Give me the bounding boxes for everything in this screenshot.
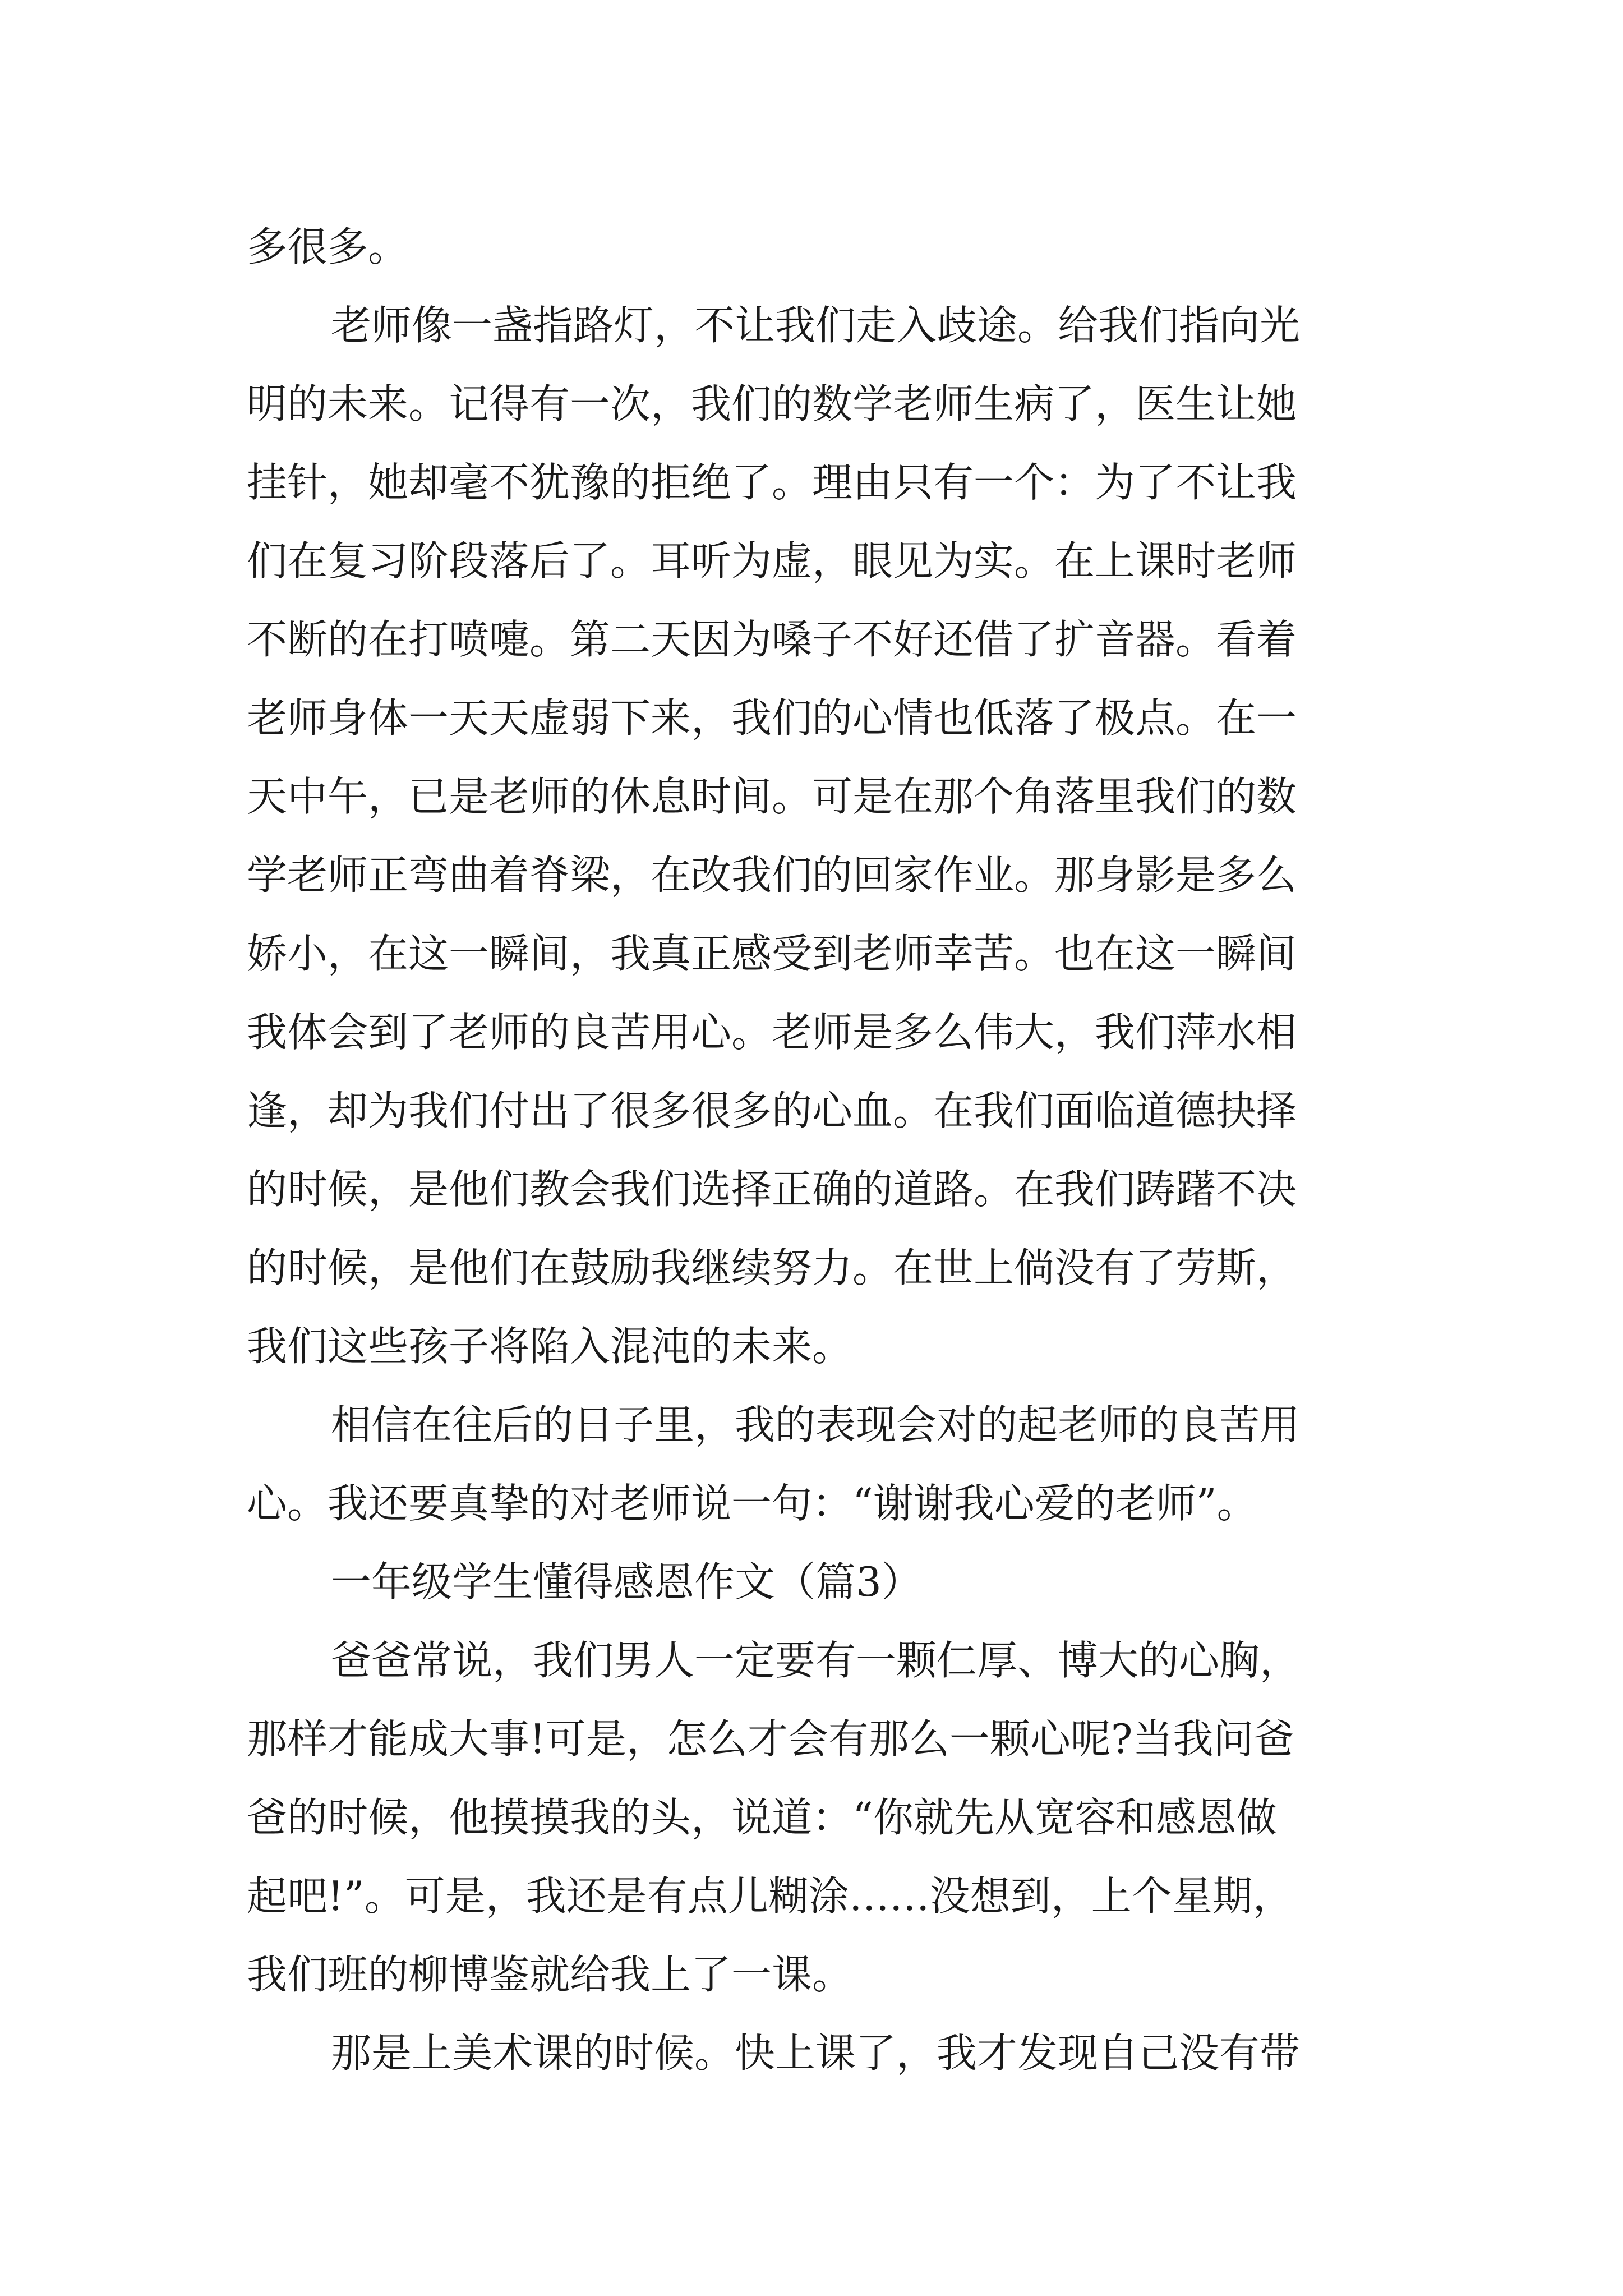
paragraph-first-line: 那是上美术课的时候。快上课了，我才发现自己没有带 [331, 2030, 1301, 2077]
text-line: 不断的在打喷嚏。第二天因为嗓子不好还借了扩音器。看着 [247, 616, 1297, 663]
paragraph-first-line: 相信在往后的日子里，我的表现会对的起老师的良苦用 [331, 1401, 1301, 1448]
paragraph-first-line: 老师像一盏指路灯，不让我们走入歧途。给我们指向光 [331, 302, 1301, 349]
section-heading: 一年级学生懂得感恩作文（篇3） [331, 1558, 922, 1605]
text-line: 逢，却为我们付出了很多很多的心血。在我们面临道德抉择 [247, 1087, 1297, 1134]
text-line: 心。我还要真挚的对老师说一句：“谢谢我心爱的老师”。 [247, 1480, 1257, 1527]
text-line: 的时候，是他们教会我们选择正确的道路。在我们踌躇不决 [247, 1166, 1297, 1213]
text-line: 我们这些孩子将陷入混沌的未来。 [247, 1323, 853, 1370]
text-line: 们在复习阶段落后了。耳听为虚，眼见为实。在上课时老师 [247, 537, 1297, 585]
text-line: 学老师正弯曲着脊梁，在改我们的回家作业。那身影是多么 [247, 852, 1297, 899]
text-line: 爸的时候，他摸摸我的头，说道：“你就先从宽容和感恩做 [247, 1794, 1277, 1841]
text-line: 老师身体一天天虚弱下来，我们的心情也低落了极点。在一 [247, 694, 1297, 742]
text-line: 起吧!”。可是，我还是有点儿糊涂……没想到，上个星期， [247, 1872, 1293, 1920]
text-line: 我们班的柳博鉴就给我上了一课。 [247, 1951, 853, 1998]
text-line: 的时候，是他们在鼓励我继续努力。在世上倘没有了劳斯， [247, 1244, 1297, 1291]
text-line: 我体会到了老师的良苦用心。老师是多么伟大，我们萍水相 [247, 1009, 1297, 1056]
text-line: 天中午，已是老师的休息时间。可是在那个角落里我们的数 [247, 773, 1297, 820]
paragraph-first-line: 爸爸常说，我们男人一定要有一颗仁厚、博大的心胸， [331, 1637, 1301, 1684]
text-line: 明的未来。记得有一次，我们的数学老师生病了，医生让她 [247, 380, 1297, 427]
text-line: 那样才能成大事!可是，怎么才会有那么一颗心呢?当我问爸 [247, 1715, 1294, 1763]
text-line: 娇小，在这一瞬间，我真正感受到老师幸苦。也在这一瞬间 [247, 930, 1297, 977]
text-line: 多很多。 [247, 223, 409, 270]
text-line: 挂针，她却毫不犹豫的拒绝了。理由只有一个：为了不让我 [247, 459, 1297, 506]
